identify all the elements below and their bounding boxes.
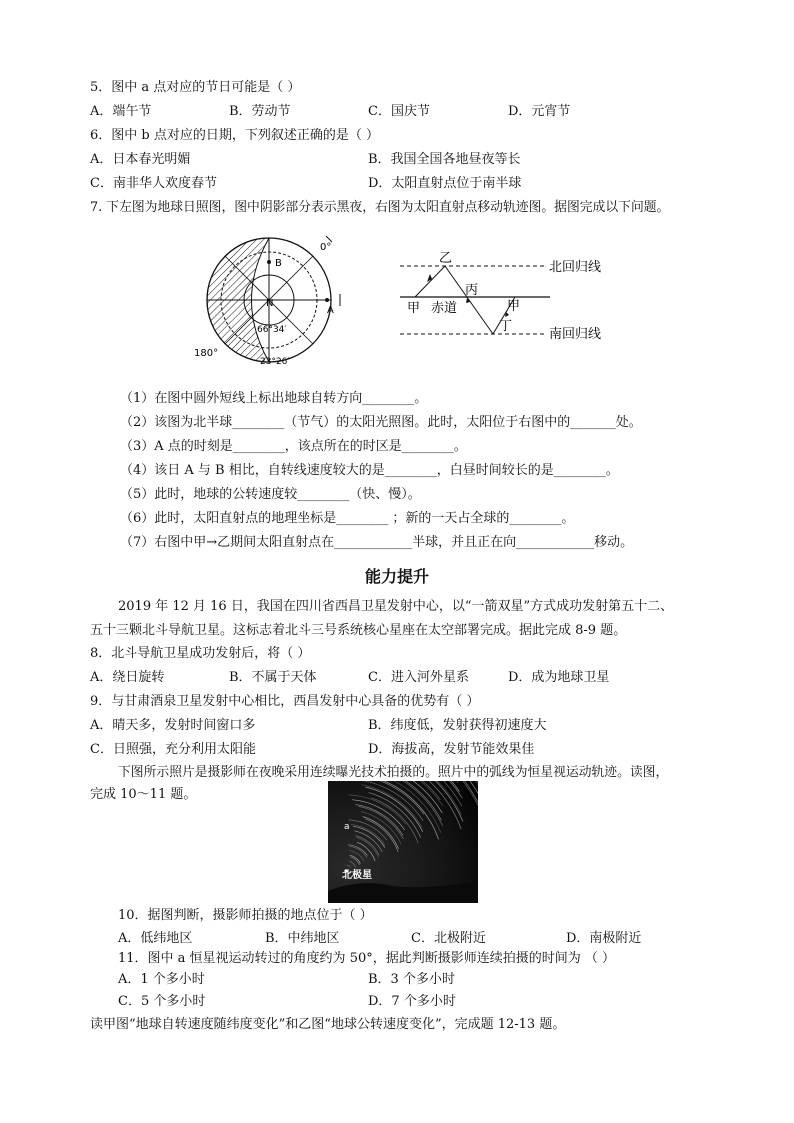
label-jia-right: 甲: [507, 299, 521, 314]
q10-option-c: C．北极附近: [411, 931, 486, 946]
q10-option-a: A．低纬地区: [118, 931, 193, 946]
photo-label-a: a: [344, 822, 350, 832]
label-north-tropic: 北回归线: [549, 260, 602, 275]
star-trail-photo: [328, 781, 478, 903]
q5-option-a: A．端午节: [90, 104, 152, 119]
q7-text: 7. 下左图为地球日照图，图中阴影部分表示黑夜，右图为太阳直射点移动轨迹图。据图完成以下问题。: [90, 200, 670, 215]
q5-option-d: D．元宵节: [508, 104, 571, 119]
earth-illumination-diagram: [190, 228, 360, 368]
q8-option-c: C．进入河外星系: [368, 670, 469, 685]
label-yi: 乙: [439, 251, 453, 266]
q9-option-b: B．纬度低，发射获得初速度大: [368, 718, 547, 733]
subsolar-point-path-diagram: [395, 248, 635, 348]
passage1-line1: 2019 年 12 月 16 日，我国在四川省西昌卫星发射中心，以“一箭双星”方式成功发射第五十二、: [118, 599, 674, 614]
q6-option-c: C．南非华人欢度春节: [90, 176, 217, 191]
q10-option-b: B．中纬地区: [265, 931, 340, 946]
q8-option-b: B．不属于天体: [229, 670, 317, 685]
label-180: 180°: [194, 348, 219, 359]
label-ding: 丁: [499, 319, 513, 334]
q11-option-c: C．5 个多小时: [118, 994, 206, 1009]
q5-text: 5．图中 a 点对应的节日可能是（ ）: [90, 80, 301, 95]
q8-text: 8．北斗导航卫星成功发射后，将（ ）: [90, 646, 311, 661]
final-instruction: 读甲图“地球自转速度随纬度变化”和乙图“地球公转速度变化”，完成题 12-13 题。: [90, 1017, 566, 1032]
photo-label-polaris: 北极星: [342, 870, 372, 881]
q7-sub-7: （7）右图中甲→乙期间太阳直射点在____________半球，并且正在向____________移动。: [120, 535, 634, 550]
q9-option-d: D．海拔高，发射节能效果佳: [368, 742, 535, 757]
q7-sub-1: （1）在图中圆外短线上标出地球自转方向________。: [120, 391, 428, 406]
q9-option-a: A．晴天多，发射时间窗口多: [90, 718, 256, 733]
q8-option-a: A．绕日旋转: [90, 670, 165, 685]
label-jia-left: 甲: [407, 301, 421, 316]
q6-text: 6．图中 b 点对应的日期，下列叙述正确的是（ ）: [90, 128, 379, 143]
passage2-line2: 完成 10～11 题。: [90, 787, 197, 802]
q11-option-d: D．7 个多小时: [368, 994, 456, 1009]
q11-text: 11．图中 a 恒星视运动转过的角度约为 50°，据此判断摄影师连续拍摄的时间为 （ ）: [118, 951, 615, 966]
label-b: B: [275, 258, 282, 269]
q11-option-a: A．1 个多小时: [118, 972, 205, 987]
label-a: A: [327, 305, 334, 316]
q6-option-d: D．太阳直射点位于南半球: [368, 176, 522, 191]
label-23-26: 23°26′: [260, 357, 290, 367]
q7-sub-5: （5）此时，地球的公转速度较________（快、慢）。: [120, 487, 421, 502]
q9-text: 9．与甘肃酒泉卫星发射中心相比，西昌发射中心具备的优势有（ ）: [90, 694, 480, 709]
q7-sub-3: （3）A 点的时刻是________，该点所在的时区是________。: [120, 439, 467, 454]
passage2-line1: 下图所示照片是摄影师在夜晚采用连续曝光技术拍摄的。照片中的弧线为恒星视运动轨迹。读图，: [118, 765, 669, 780]
label-bing: 丙: [465, 283, 479, 298]
label-south-tropic: 南回归线: [549, 327, 602, 342]
section-title: 能力提升: [364, 567, 429, 586]
q10-text: 10．据图判断，摄影师拍摄的地点位于（ ）: [118, 908, 373, 923]
q10-option-d: D．南极附近: [566, 931, 642, 946]
label-n: N: [266, 298, 274, 309]
q9-option-c: C．日照强，充分利用太阳能: [90, 742, 256, 757]
q7-sub-6: （6）此时，太阳直射点的地理坐标是________ ；新的一天占全球的________。: [120, 511, 575, 526]
passage1-line2: 五十三颗北斗导航卫星。这标志着北斗三号系统核心星座在太空部署完成。据此完成 8-9 题。: [90, 623, 627, 638]
label-66-34: 66°34′: [257, 325, 287, 335]
q7-sub-2: （2）该图为北半球________（节气）的太阳光照图。此时，太阳位于右图中的_______处。: [120, 415, 642, 430]
q11-option-b: B．3 个多小时: [368, 972, 455, 987]
q8-option-d: D．成为地球卫星: [508, 670, 610, 685]
label-equator: 赤道: [431, 301, 458, 316]
q5-option-c: C．国庆节: [368, 104, 430, 119]
q5-option-b: B．劳动节: [229, 104, 291, 119]
q6-option-a: A．日本春光明媚: [90, 152, 191, 167]
q7-sub-4: （4）该日 A 与 B 相比，自转线速度较大的是________，白昼时间较长的是________。: [120, 463, 619, 478]
label-0-deg: 0°: [320, 242, 332, 253]
q6-option-b: B．我国全国各地昼夜等长: [368, 152, 521, 167]
